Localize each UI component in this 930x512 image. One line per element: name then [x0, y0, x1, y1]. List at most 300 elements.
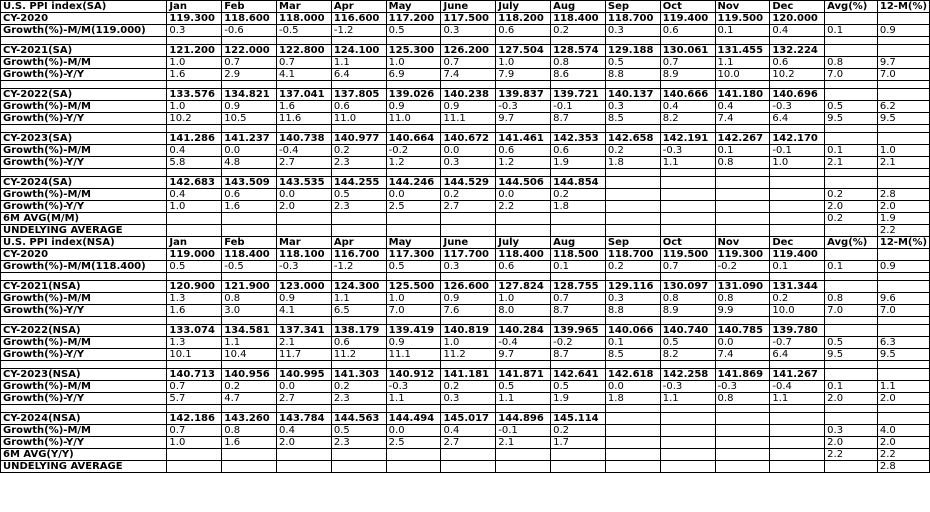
blank-cell[interactable]: [605, 361, 660, 369]
blank-cell[interactable]: [496, 125, 551, 133]
growth-value-cell[interactable]: 8.6: [551, 69, 606, 81]
index-value-cell[interactable]: 118.400: [496, 249, 551, 261]
index-value-cell[interactable]: 131.455: [715, 45, 770, 57]
blank-cell[interactable]: [167, 273, 222, 281]
index-value-cell[interactable]: 127.824: [496, 281, 551, 293]
growth-value-cell[interactable]: [715, 425, 770, 437]
growth-value-cell[interactable]: 10.0: [770, 305, 825, 317]
index-value-cell[interactable]: 143.260: [222, 413, 277, 425]
avg-cell[interactable]: [825, 133, 878, 145]
growth-value-cell[interactable]: [386, 461, 441, 473]
growth-value-cell[interactable]: 0.2: [770, 293, 825, 305]
growth-value-cell[interactable]: [660, 225, 715, 237]
blank-cell[interactable]: [877, 361, 929, 369]
blank-cell[interactable]: [167, 361, 222, 369]
growth-value-cell[interactable]: [715, 201, 770, 213]
index-value-cell[interactable]: 139.026: [386, 89, 441, 101]
growth-value-cell[interactable]: 0.6: [496, 261, 551, 273]
growth-value-cell[interactable]: [441, 461, 496, 473]
twelve-month-cell[interactable]: 9.6: [877, 293, 929, 305]
growth-value-cell[interactable]: 1.0: [167, 437, 222, 449]
growth-value-cell[interactable]: 0.2: [551, 189, 606, 201]
growth-value-cell[interactable]: 2.2: [496, 201, 551, 213]
index-value-cell[interactable]: 144.854: [551, 177, 606, 189]
growth-value-cell[interactable]: 10.2: [770, 69, 825, 81]
blank-cell[interactable]: [386, 317, 441, 325]
index-value-cell[interactable]: 140.785: [715, 325, 770, 337]
index-value-cell[interactable]: 140.740: [660, 325, 715, 337]
growth-value-cell[interactable]: 2.9: [222, 69, 277, 81]
year-label-cell[interactable]: CY-2021(NSA): [1, 281, 167, 293]
blank-cell[interactable]: [222, 361, 277, 369]
index-value-cell[interactable]: 143.509: [222, 177, 277, 189]
growth-value-cell[interactable]: [331, 461, 386, 473]
growth-value-cell[interactable]: 0.0: [496, 189, 551, 201]
avg-cell[interactable]: 0.8: [825, 57, 878, 69]
blank-cell[interactable]: [496, 37, 551, 45]
growth-value-cell[interactable]: 0.6: [222, 189, 277, 201]
blank-cell[interactable]: [551, 361, 606, 369]
month-header-cell[interactable]: Aug: [551, 1, 606, 13]
growth-value-cell[interactable]: 0.1: [770, 261, 825, 273]
index-value-cell[interactable]: 122.000: [222, 45, 277, 57]
blank-cell[interactable]: [496, 81, 551, 89]
growth-value-cell[interactable]: 1.0: [167, 57, 222, 69]
growth-value-cell[interactable]: 0.0: [386, 189, 441, 201]
blank-cell[interactable]: [877, 169, 929, 177]
index-value-cell[interactable]: 141.181: [441, 369, 496, 381]
avg-cell[interactable]: 7.0: [825, 305, 878, 317]
growth-value-cell[interactable]: 1.6: [167, 305, 222, 317]
row-label-cell[interactable]: Growth(%)-M/M: [1, 381, 167, 393]
growth-value-cell[interactable]: -0.1: [770, 145, 825, 157]
index-value-cell[interactable]: 141.869: [715, 369, 770, 381]
twelve-month-cell[interactable]: 9.5: [877, 113, 929, 125]
growth-value-cell[interactable]: [605, 425, 660, 437]
twelve-month-cell[interactable]: [877, 413, 929, 425]
month-header-cell[interactable]: May: [386, 237, 441, 249]
blank-cell[interactable]: [770, 169, 825, 177]
twelve-month-cell[interactable]: [877, 249, 929, 261]
blank-cell[interactable]: [441, 405, 496, 413]
blank-cell[interactable]: [715, 169, 770, 177]
growth-value-cell[interactable]: -0.3: [660, 145, 715, 157]
growth-value-cell[interactable]: 0.7: [167, 425, 222, 437]
growth-value-cell[interactable]: -0.5: [277, 25, 332, 37]
index-value-cell[interactable]: 131.090: [715, 281, 770, 293]
growth-value-cell[interactable]: 0.5: [660, 337, 715, 349]
avg-cell[interactable]: [825, 369, 878, 381]
year-label-cell[interactable]: CY-2021(SA): [1, 45, 167, 57]
growth-value-cell[interactable]: -0.3: [770, 101, 825, 113]
blank-cell[interactable]: [222, 317, 277, 325]
month-header-cell[interactable]: Mar: [277, 237, 332, 249]
avg-cell[interactable]: [825, 89, 878, 101]
growth-value-cell[interactable]: 0.5: [386, 25, 441, 37]
month-header-cell[interactable]: Nov: [715, 237, 770, 249]
growth-value-cell[interactable]: -0.4: [277, 145, 332, 157]
index-value-cell[interactable]: 132.224: [770, 45, 825, 57]
growth-value-cell[interactable]: 8.7: [551, 349, 606, 361]
twelve-month-cell[interactable]: 7.0: [877, 69, 929, 81]
blank-cell[interactable]: [496, 169, 551, 177]
blank-cell[interactable]: [441, 317, 496, 325]
growth-value-cell[interactable]: 0.7: [441, 57, 496, 69]
twelve-month-cell[interactable]: [877, 369, 929, 381]
growth-value-cell[interactable]: 8.7: [551, 113, 606, 125]
growth-value-cell[interactable]: 1.1: [715, 57, 770, 69]
growth-value-cell[interactable]: [715, 461, 770, 473]
growth-value-cell[interactable]: [441, 213, 496, 225]
growth-value-cell[interactable]: 5.7: [167, 393, 222, 405]
row-label-cell[interactable]: Growth(%)-Y/Y: [1, 437, 167, 449]
growth-value-cell[interactable]: 7.9: [496, 69, 551, 81]
blank-cell[interactable]: [222, 405, 277, 413]
index-value-cell[interactable]: 141.267: [770, 369, 825, 381]
growth-value-cell[interactable]: [496, 213, 551, 225]
index-value-cell[interactable]: 141.286: [167, 133, 222, 145]
growth-value-cell[interactable]: 1.0: [386, 57, 441, 69]
growth-value-cell[interactable]: 1.3: [167, 293, 222, 305]
twelve-month-cell[interactable]: 2.0: [877, 437, 929, 449]
index-value-cell[interactable]: 119.300: [167, 13, 222, 25]
growth-value-cell[interactable]: [277, 213, 332, 225]
index-value-cell[interactable]: 139.837: [496, 89, 551, 101]
avg-cell[interactable]: 9.5: [825, 113, 878, 125]
growth-value-cell[interactable]: [605, 437, 660, 449]
growth-value-cell[interactable]: 1.1: [660, 157, 715, 169]
growth-value-cell[interactable]: [660, 461, 715, 473]
index-value-cell[interactable]: 121.200: [167, 45, 222, 57]
growth-value-cell[interactable]: [551, 461, 606, 473]
index-value-cell[interactable]: 118.000: [277, 13, 332, 25]
index-value-cell[interactable]: 139.965: [551, 325, 606, 337]
blank-cell[interactable]: [331, 125, 386, 133]
growth-value-cell[interactable]: 0.6: [331, 337, 386, 349]
growth-value-cell[interactable]: [167, 213, 222, 225]
growth-value-cell[interactable]: [167, 461, 222, 473]
twelve-month-cell[interactable]: 2.0: [877, 393, 929, 405]
growth-value-cell[interactable]: 1.0: [167, 201, 222, 213]
growth-value-cell[interactable]: 0.0: [605, 381, 660, 393]
blank-cell[interactable]: [605, 317, 660, 325]
growth-value-cell[interactable]: 0.1: [715, 25, 770, 37]
year-label-cell[interactable]: CY-2024(SA): [1, 177, 167, 189]
month-header-cell[interactable]: Oct: [660, 1, 715, 13]
blank-cell[interactable]: [660, 169, 715, 177]
index-value-cell[interactable]: 122.800: [277, 45, 332, 57]
growth-value-cell[interactable]: 0.3: [441, 157, 496, 169]
growth-value-cell[interactable]: 0.1: [605, 337, 660, 349]
growth-value-cell[interactable]: 0.7: [551, 293, 606, 305]
index-value-cell[interactable]: 143.535: [277, 177, 332, 189]
growth-value-cell[interactable]: 0.7: [660, 57, 715, 69]
twelve-month-cell[interactable]: [877, 177, 929, 189]
growth-value-cell[interactable]: 0.8: [222, 425, 277, 437]
blank-cell[interactable]: [605, 125, 660, 133]
index-value-cell[interactable]: 117.500: [441, 13, 496, 25]
blank-cell[interactable]: [222, 125, 277, 133]
growth-value-cell[interactable]: 9.7: [496, 113, 551, 125]
blank-cell[interactable]: [660, 125, 715, 133]
growth-value-cell[interactable]: 4.7: [222, 393, 277, 405]
blank-cell[interactable]: [1, 37, 167, 45]
growth-value-cell[interactable]: 11.1: [441, 113, 496, 125]
blank-cell[interactable]: [277, 37, 332, 45]
growth-value-cell[interactable]: 0.8: [715, 393, 770, 405]
avg-cell[interactable]: 0.3: [825, 425, 878, 437]
avg-header-cell[interactable]: Avg(%): [825, 1, 878, 13]
blank-cell[interactable]: [167, 125, 222, 133]
growth-value-cell[interactable]: 0.2: [605, 145, 660, 157]
row-label-cell[interactable]: Growth(%)-Y/Y: [1, 305, 167, 317]
blank-cell[interactable]: [441, 125, 496, 133]
index-value-cell[interactable]: 140.664: [386, 133, 441, 145]
blank-cell[interactable]: [1, 361, 167, 369]
avg-cell[interactable]: 0.1: [825, 145, 878, 157]
index-value-cell[interactable]: 141.871: [496, 369, 551, 381]
index-value-cell[interactable]: 119.500: [715, 13, 770, 25]
index-value-cell[interactable]: 118.400: [551, 13, 606, 25]
index-value-cell[interactable]: 140.956: [222, 369, 277, 381]
index-value-cell[interactable]: 140.995: [277, 369, 332, 381]
blank-cell[interactable]: [331, 273, 386, 281]
growth-value-cell[interactable]: -0.3: [386, 381, 441, 393]
growth-value-cell[interactable]: [770, 449, 825, 461]
growth-value-cell[interactable]: 0.5: [331, 425, 386, 437]
blank-cell[interactable]: [222, 81, 277, 89]
growth-value-cell[interactable]: 0.3: [605, 25, 660, 37]
blank-cell[interactable]: [1, 405, 167, 413]
twelve-month-cell[interactable]: [877, 325, 929, 337]
index-value-cell[interactable]: 140.713: [167, 369, 222, 381]
growth-value-cell[interactable]: 6.4: [770, 113, 825, 125]
index-value-cell[interactable]: 142.258: [660, 369, 715, 381]
avg-cell[interactable]: 2.0: [825, 201, 878, 213]
section-title-cell[interactable]: U.S. PPI index(SA): [1, 1, 167, 13]
blank-cell[interactable]: [277, 125, 332, 133]
avg-cell[interactable]: 0.1: [825, 25, 878, 37]
blank-cell[interactable]: [386, 37, 441, 45]
row-label-cell[interactable]: Growth(%)-M/M(119.000): [1, 25, 167, 37]
blank-cell[interactable]: [496, 405, 551, 413]
index-value-cell[interactable]: 142.353: [551, 133, 606, 145]
growth-value-cell[interactable]: [496, 225, 551, 237]
index-value-cell[interactable]: 120.000: [770, 13, 825, 25]
month-header-cell[interactable]: July: [496, 237, 551, 249]
growth-value-cell[interactable]: 7.4: [441, 69, 496, 81]
blank-cell[interactable]: [331, 169, 386, 177]
growth-value-cell[interactable]: [770, 189, 825, 201]
growth-value-cell[interactable]: 6.4: [770, 349, 825, 361]
growth-value-cell[interactable]: [660, 449, 715, 461]
growth-value-cell[interactable]: 2.3: [331, 393, 386, 405]
blank-cell[interactable]: [331, 405, 386, 413]
index-value-cell[interactable]: 139.721: [551, 89, 606, 101]
index-value-cell[interactable]: 142.618: [605, 369, 660, 381]
growth-value-cell[interactable]: 0.3: [605, 293, 660, 305]
growth-value-cell[interactable]: 7.4: [715, 113, 770, 125]
blank-cell[interactable]: [551, 125, 606, 133]
growth-value-cell[interactable]: 6.9: [386, 69, 441, 81]
growth-value-cell[interactable]: 1.2: [386, 157, 441, 169]
growth-value-cell[interactable]: 7.0: [386, 305, 441, 317]
blank-cell[interactable]: [660, 361, 715, 369]
twelve-month-cell[interactable]: 2.2: [877, 449, 929, 461]
growth-value-cell[interactable]: 1.2: [496, 157, 551, 169]
growth-value-cell[interactable]: 0.5: [605, 57, 660, 69]
growth-value-cell[interactable]: 0.2: [551, 425, 606, 437]
index-value-cell[interactable]: 137.341: [277, 325, 332, 337]
growth-value-cell[interactable]: 11.6: [277, 113, 332, 125]
growth-value-cell[interactable]: 0.4: [167, 189, 222, 201]
index-value-cell[interactable]: [660, 177, 715, 189]
growth-value-cell[interactable]: 4.1: [277, 305, 332, 317]
year-label-cell[interactable]: CY-2020: [1, 13, 167, 25]
growth-value-cell[interactable]: [222, 449, 277, 461]
avg-cell[interactable]: [825, 177, 878, 189]
growth-value-cell[interactable]: 8.0: [496, 305, 551, 317]
growth-value-cell[interactable]: [715, 437, 770, 449]
blank-cell[interactable]: [167, 37, 222, 45]
index-value-cell[interactable]: [605, 177, 660, 189]
growth-value-cell[interactable]: -1.2: [331, 25, 386, 37]
blank-cell[interactable]: [222, 37, 277, 45]
avg-cell[interactable]: [825, 325, 878, 337]
index-value-cell[interactable]: 140.696: [770, 89, 825, 101]
growth-value-cell[interactable]: 1.0: [441, 337, 496, 349]
blank-cell[interactable]: [331, 317, 386, 325]
growth-value-cell[interactable]: 1.1: [496, 393, 551, 405]
index-value-cell[interactable]: 118.600: [222, 13, 277, 25]
index-value-cell[interactable]: 118.200: [496, 13, 551, 25]
index-value-cell[interactable]: 117.700: [441, 249, 496, 261]
growth-value-cell[interactable]: 1.0: [496, 293, 551, 305]
growth-value-cell[interactable]: [277, 225, 332, 237]
blank-cell[interactable]: [331, 361, 386, 369]
index-value-cell[interactable]: 125.300: [386, 45, 441, 57]
index-value-cell[interactable]: 140.066: [605, 325, 660, 337]
index-value-cell[interactable]: 141.237: [222, 133, 277, 145]
month-header-cell[interactable]: Jan: [167, 1, 222, 13]
index-value-cell[interactable]: 140.977: [331, 133, 386, 145]
blank-cell[interactable]: [441, 273, 496, 281]
row-label-cell[interactable]: Growth(%)-Y/Y: [1, 69, 167, 81]
growth-value-cell[interactable]: [441, 449, 496, 461]
index-value-cell[interactable]: 139.780: [770, 325, 825, 337]
avg-header-cell[interactable]: Avg(%): [825, 237, 878, 249]
growth-value-cell[interactable]: 11.2: [331, 349, 386, 361]
blank-cell[interactable]: [770, 361, 825, 369]
index-value-cell[interactable]: 119.400: [660, 13, 715, 25]
growth-value-cell[interactable]: -1.2: [331, 261, 386, 273]
index-value-cell[interactable]: 118.700: [605, 13, 660, 25]
month-header-cell[interactable]: Nov: [715, 1, 770, 13]
index-value-cell[interactable]: 127.504: [496, 45, 551, 57]
blank-cell[interactable]: [877, 317, 929, 325]
index-value-cell[interactable]: 144.506: [496, 177, 551, 189]
month-header-cell[interactable]: Jan: [167, 237, 222, 249]
index-value-cell[interactable]: 144.246: [386, 177, 441, 189]
blank-cell[interactable]: [770, 125, 825, 133]
blank-cell[interactable]: [277, 169, 332, 177]
index-value-cell[interactable]: 140.912: [386, 369, 441, 381]
index-value-cell[interactable]: 123.000: [277, 281, 332, 293]
growth-value-cell[interactable]: 1.0: [496, 57, 551, 69]
index-value-cell[interactable]: 130.061: [660, 45, 715, 57]
twelve-month-cell[interactable]: [877, 281, 929, 293]
index-value-cell[interactable]: [605, 413, 660, 425]
index-value-cell[interactable]: 131.344: [770, 281, 825, 293]
index-value-cell[interactable]: 125.500: [386, 281, 441, 293]
growth-value-cell[interactable]: [770, 225, 825, 237]
growth-value-cell[interactable]: -0.3: [277, 261, 332, 273]
growth-value-cell[interactable]: [551, 213, 606, 225]
avg-cell[interactable]: 0.5: [825, 337, 878, 349]
blank-cell[interactable]: [386, 273, 441, 281]
index-value-cell[interactable]: 140.137: [605, 89, 660, 101]
blank-cell[interactable]: [877, 273, 929, 281]
blank-cell[interactable]: [770, 81, 825, 89]
growth-value-cell[interactable]: 0.9: [222, 101, 277, 113]
blank-cell[interactable]: [551, 273, 606, 281]
growth-value-cell[interactable]: 1.6: [277, 101, 332, 113]
blank-cell[interactable]: [715, 125, 770, 133]
growth-value-cell[interactable]: [167, 449, 222, 461]
twelve-month-cell[interactable]: 4.0: [877, 425, 929, 437]
growth-value-cell[interactable]: [605, 461, 660, 473]
growth-value-cell[interactable]: 0.3: [441, 393, 496, 405]
growth-value-cell[interactable]: 0.9: [386, 337, 441, 349]
blank-cell[interactable]: [1, 317, 167, 325]
twelve-month-cell[interactable]: 0.9: [877, 261, 929, 273]
growth-value-cell[interactable]: 10.4: [222, 349, 277, 361]
growth-value-cell[interactable]: 11.7: [277, 349, 332, 361]
growth-value-cell[interactable]: [715, 225, 770, 237]
growth-value-cell[interactable]: 1.6: [222, 201, 277, 213]
growth-value-cell[interactable]: 6.4: [331, 69, 386, 81]
avg-cell[interactable]: [825, 45, 878, 57]
growth-value-cell[interactable]: 8.5: [605, 349, 660, 361]
index-value-cell[interactable]: 121.900: [222, 281, 277, 293]
growth-value-cell[interactable]: 1.9: [551, 393, 606, 405]
blank-cell[interactable]: [386, 169, 441, 177]
row-label-cell[interactable]: Growth(%)-M/M: [1, 337, 167, 349]
growth-value-cell[interactable]: 0.7: [167, 381, 222, 393]
blank-cell[interactable]: [551, 169, 606, 177]
blank-cell[interactable]: [551, 37, 606, 45]
growth-value-cell[interactable]: 10.2: [167, 113, 222, 125]
growth-value-cell[interactable]: [441, 225, 496, 237]
year-label-cell[interactable]: CY-2022(SA): [1, 89, 167, 101]
index-value-cell[interactable]: 126.600: [441, 281, 496, 293]
growth-value-cell[interactable]: [605, 225, 660, 237]
growth-value-cell[interactable]: 1.8: [605, 393, 660, 405]
growth-value-cell[interactable]: -0.3: [496, 101, 551, 113]
avg-cell[interactable]: [825, 225, 878, 237]
growth-value-cell[interactable]: 4.1: [277, 69, 332, 81]
growth-value-cell[interactable]: 1.1: [770, 393, 825, 405]
month-header-cell[interactable]: Oct: [660, 237, 715, 249]
growth-value-cell[interactable]: 0.6: [660, 25, 715, 37]
growth-value-cell[interactable]: 11.0: [386, 113, 441, 125]
growth-value-cell[interactable]: 11.1: [386, 349, 441, 361]
avg-cell[interactable]: 2.0: [825, 437, 878, 449]
growth-value-cell[interactable]: 0.8: [715, 293, 770, 305]
twelve-month-cell[interactable]: 0.9: [877, 25, 929, 37]
growth-value-cell[interactable]: 2.3: [331, 437, 386, 449]
index-value-cell[interactable]: [770, 413, 825, 425]
